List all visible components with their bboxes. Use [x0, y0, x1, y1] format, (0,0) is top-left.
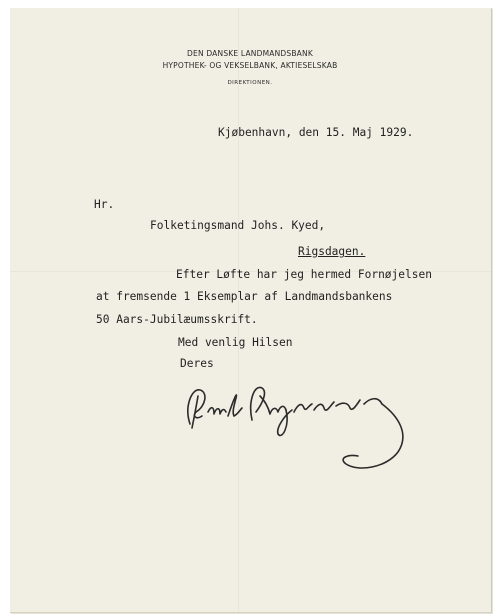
body-line-2: at fremsende 1 Eksemplar af Landmandsbankens	[96, 290, 393, 303]
recipient-name: Folketingsmand Johs. Kyed,	[150, 219, 326, 232]
letter-sheet	[10, 8, 492, 613]
letterhead-bank-name: DEN DANSKE LANDMANDSBANK	[187, 49, 313, 58]
letterhead-bank-subtitle: HYPOTHEK- OG VEKSELBANK, AKTIESELSKAB	[162, 61, 338, 70]
paper-fold-vertical	[238, 8, 239, 612]
body-line-3: 50 Aars-Jubilæumsskrift.	[96, 313, 258, 326]
closing-deres: Deres	[180, 357, 214, 370]
closing-greeting: Med venlig Hilsen	[178, 336, 293, 349]
handwritten-signature-icon	[178, 376, 418, 476]
recipient-institution: Rigsdagen.	[298, 245, 366, 258]
body-line-1: Efter Løfte har jeg hermed Fornøjelsen	[176, 268, 432, 281]
salutation: Hr.	[94, 198, 115, 211]
letterhead-department: DIREKTIONEN.	[227, 80, 273, 86]
date-line: Kjøbenhavn, den 15. Maj 1929.	[218, 126, 414, 139]
